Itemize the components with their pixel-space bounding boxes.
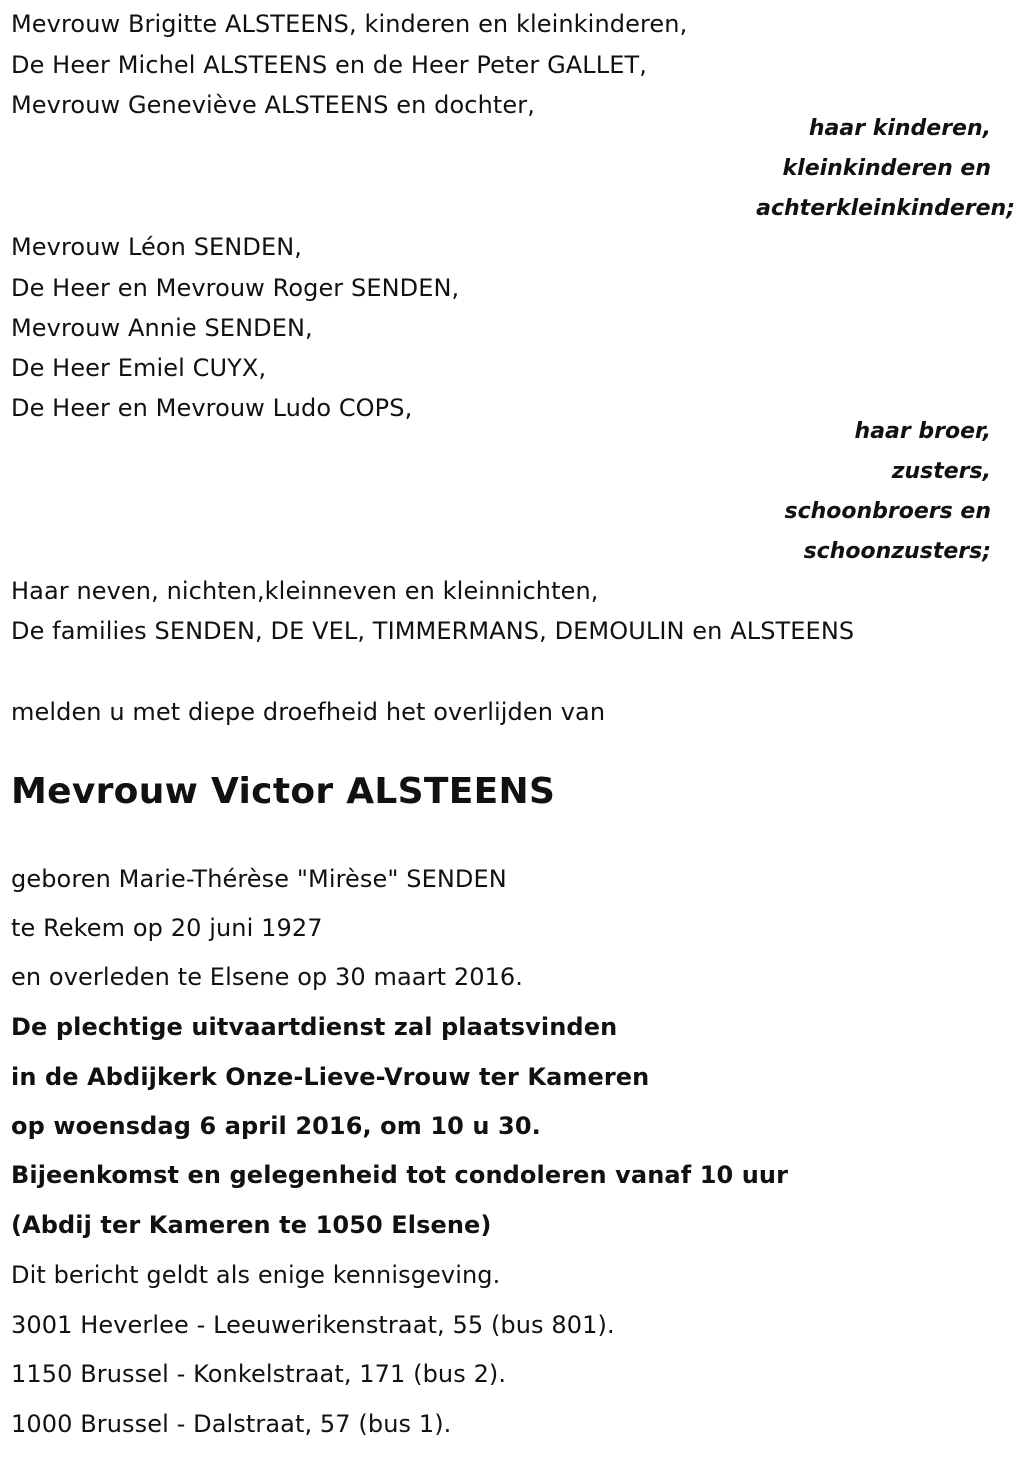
family-line: Mevrouw Geneviève ALSTEENS en dochter,: [11, 91, 535, 119]
service-line: op woensdag 6 april 2016, om 10 u 30.: [11, 1112, 541, 1140]
family-line: De Heer en Mevrouw Roger SENDEN,: [11, 274, 460, 302]
address-line: 1000 Brussel - Dalstraat, 57 (bus 1).: [11, 1410, 452, 1438]
relation-label: haar kinderen,: [808, 116, 991, 141]
relation-label: zusters,: [891, 459, 991, 484]
relation-label: schoonzusters;: [803, 539, 991, 564]
relation-label: haar broer,: [854, 419, 991, 444]
notice-text: Dit bericht geldt als enige kennisgeving.: [11, 1261, 501, 1289]
relation-label: kleinkinderen en: [782, 156, 991, 181]
family-line: Mevrouw Léon SENDEN,: [11, 233, 302, 261]
birth-name-line: geboren Marie-Thérèse "Mirèse" SENDEN: [11, 865, 507, 893]
service-line: (Abdij ter Kameren te 1050 Elsene): [11, 1211, 492, 1239]
family-line: Mevrouw Annie SENDEN,: [11, 314, 313, 342]
family-line: De families SENDEN, DE VEL, TIMMERMANS, DEMOULIN en ALSTEENS: [11, 617, 855, 645]
family-line: Haar neven, nichten,kleinneven en kleinnichten,: [11, 577, 599, 605]
address-line: 1150 Brussel - Konkelstraat, 171 (bus 2).: [11, 1360, 507, 1388]
address-line: 3001 Heverlee - Leeuwerikenstraat, 55 (bus 801).: [11, 1311, 615, 1339]
birth-place-date-line: te Rekem op 20 juni 1927: [11, 914, 323, 942]
family-line: Mevrouw Brigitte ALSTEENS, kinderen en kleinkinderen,: [11, 10, 688, 38]
deceased-name: Mevrouw Victor ALSTEENS: [11, 771, 556, 812]
relation-label: achterkleinkinderen;: [756, 196, 1015, 221]
relation-label: schoonbroers en: [784, 499, 991, 524]
family-line: De Heer Michel ALSTEENS en de Heer Peter GALLET,: [11, 51, 647, 79]
family-line: De Heer en Mevrouw Ludo COPS,: [11, 394, 413, 422]
death-place-date-line: en overleden te Elsene op 30 maart 2016.: [11, 963, 524, 991]
service-line: in de Abdijkerk Onze-Lieve-Vrouw ter Kameren: [11, 1063, 650, 1091]
family-line: De Heer Emiel CUYX,: [11, 354, 267, 382]
announcement-text: melden u met diepe droefheid het overlijden van: [11, 698, 606, 726]
service-line: Bijeenkomst en gelegenheid tot condoleren vanaf 10 uur: [11, 1161, 789, 1189]
service-line: De plechtige uitvaartdienst zal plaatsvinden: [11, 1013, 618, 1041]
